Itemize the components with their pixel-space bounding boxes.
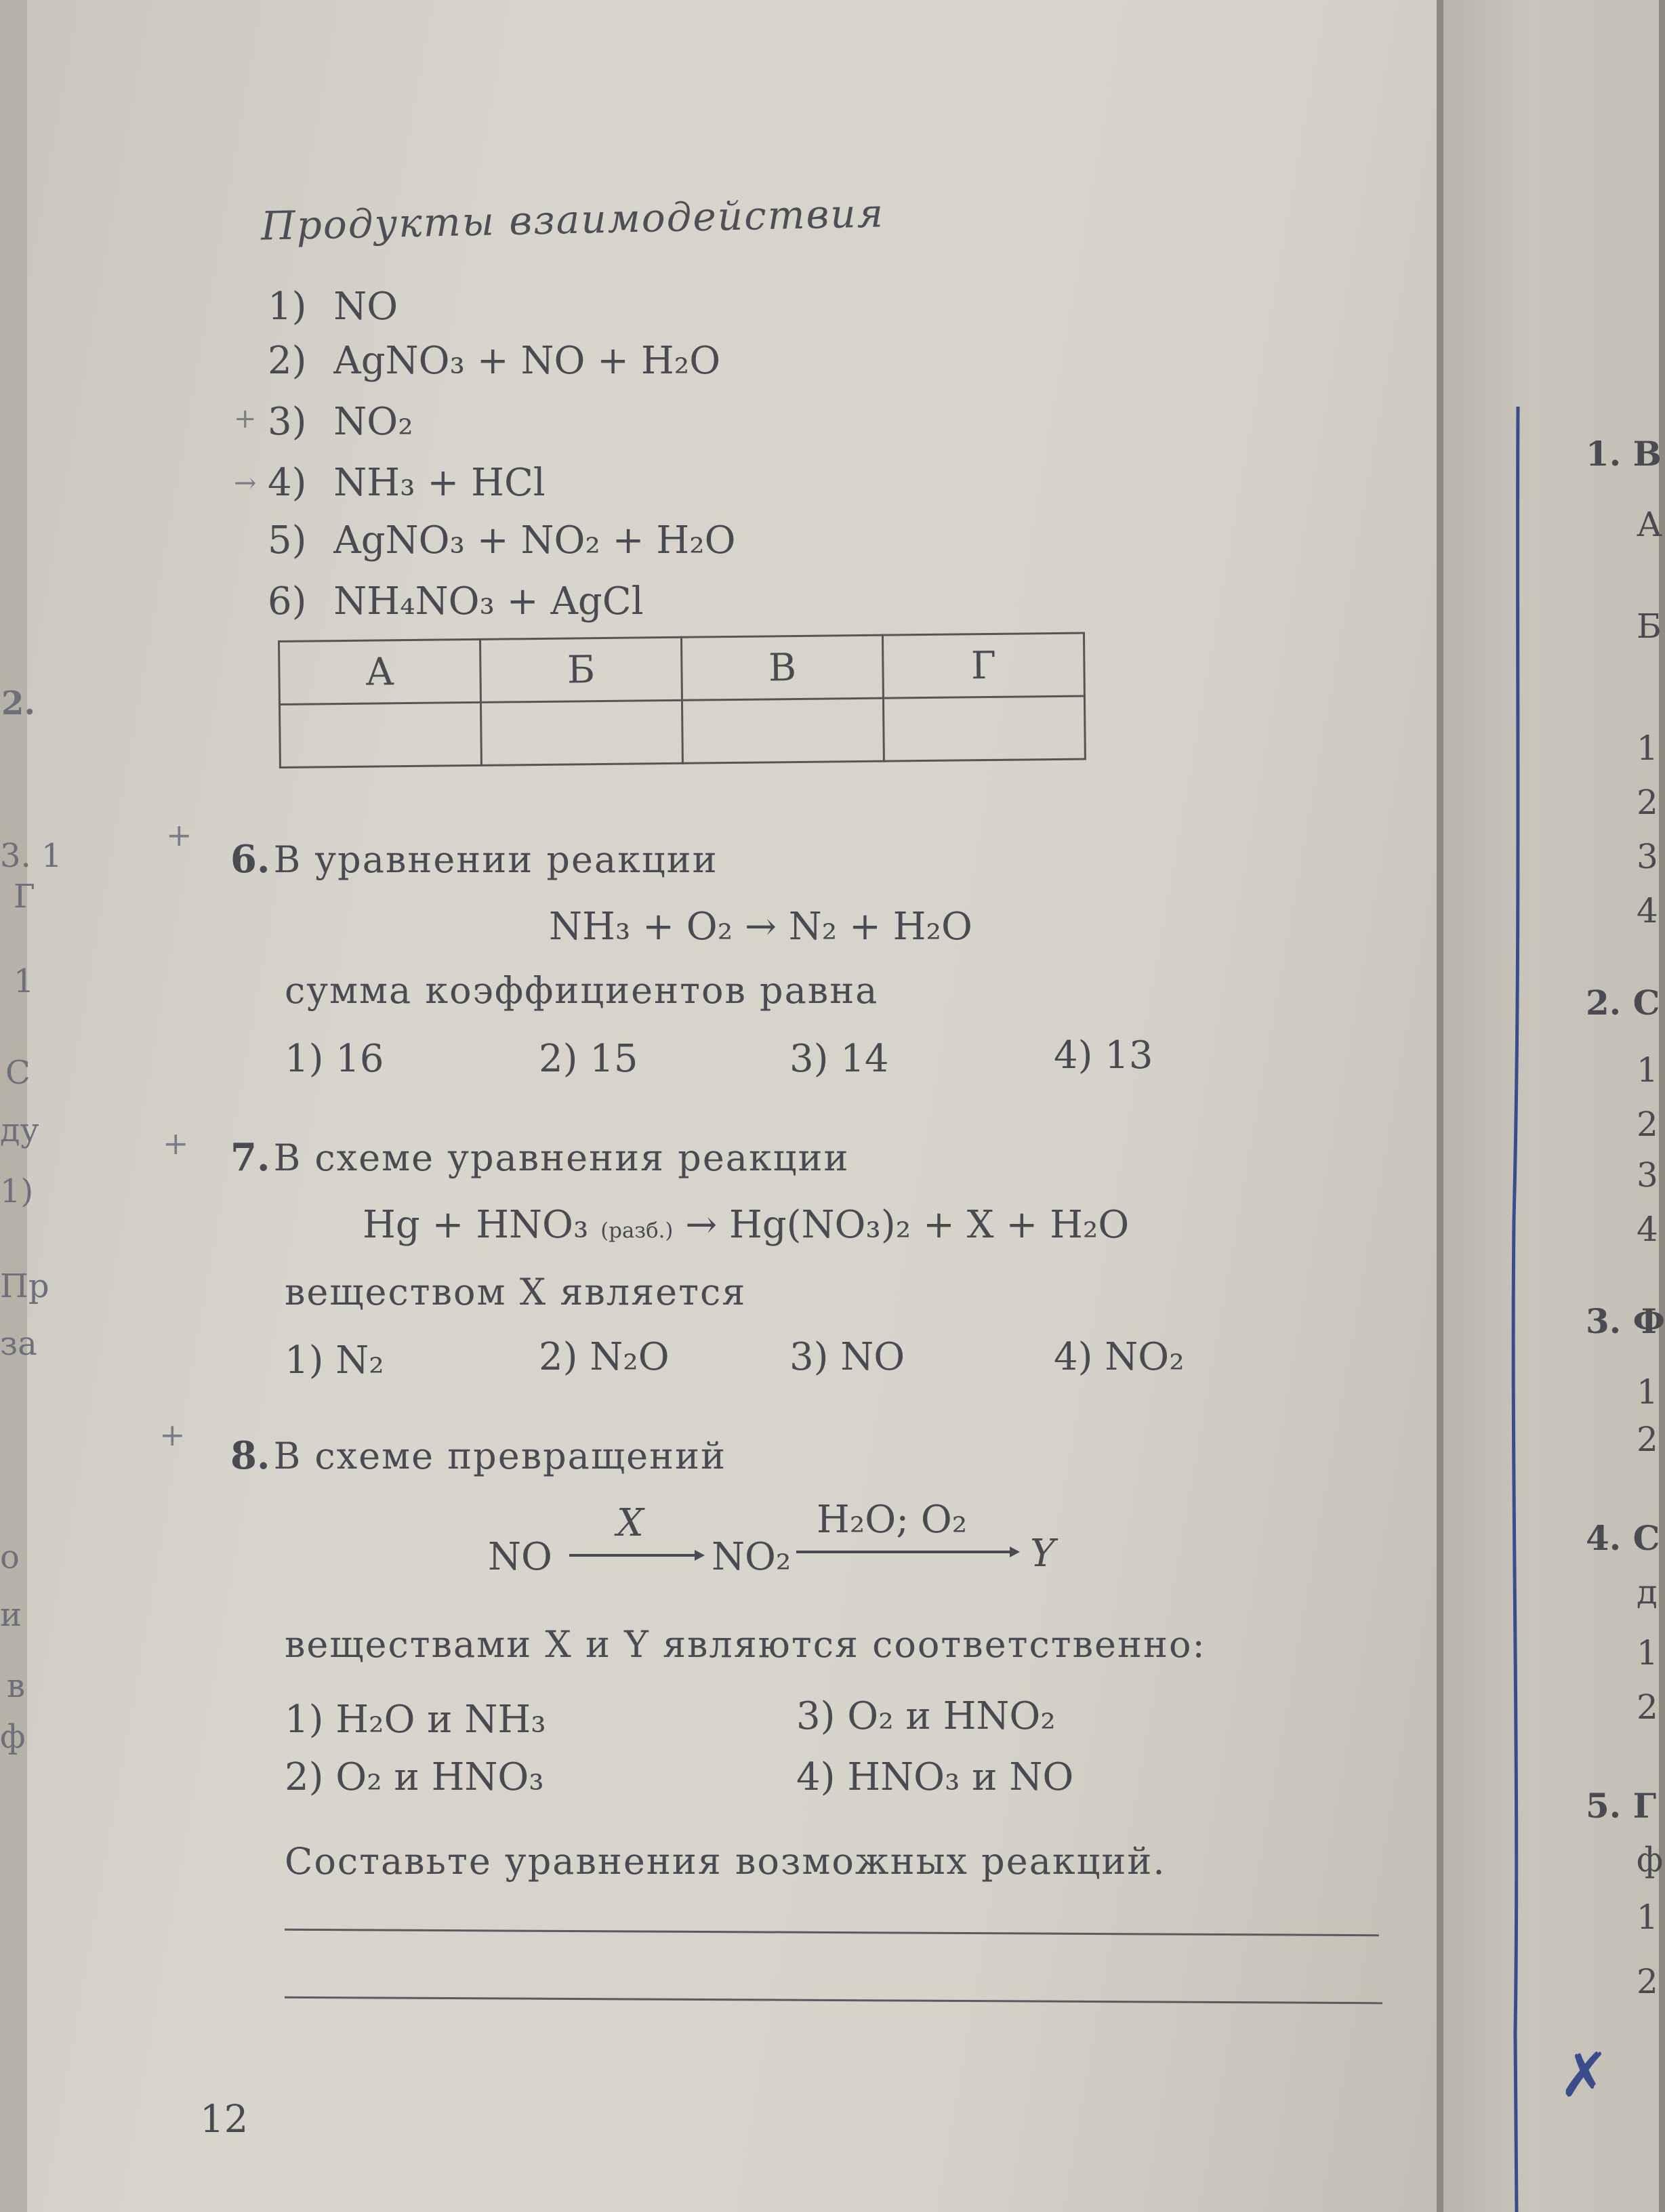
- table-header: В: [681, 635, 883, 700]
- question-number: 7.: [230, 1135, 270, 1180]
- list-item: [268, 285, 398, 329]
- right-fragment: 2. С: [1586, 983, 1660, 1023]
- question-number: 8.: [230, 1433, 270, 1478]
- q8-option: 3) O₂ и HNO₂: [796, 1694, 1056, 1738]
- question-text: В схеме уравнения реакции: [273, 1136, 850, 1179]
- question-text: В уравнении реакции: [273, 838, 718, 881]
- left-fragment: в: [7, 1667, 26, 1705]
- answer-cell[interactable]: [883, 696, 1085, 761]
- answer-table: [278, 632, 1086, 769]
- q7-prompt: веществом X является: [285, 1271, 747, 1313]
- scheme-start: NO: [488, 1535, 552, 1579]
- right-fragment: 2: [1637, 1420, 1658, 1459]
- section-heading: Продукты взаимодействия: [260, 190, 885, 249]
- left-fragment: 2.: [1, 684, 36, 722]
- left-fragment: ду: [0, 1111, 39, 1149]
- right-fragment: 2: [1637, 1105, 1658, 1144]
- item-text: NO₂: [333, 400, 413, 444]
- left-fragment: 1): [0, 1172, 34, 1210]
- q8-prompt: веществами X и Y являются соответственно:: [285, 1623, 1206, 1666]
- q6-equation: NH₃ + O₂ → N₂ + H₂O: [549, 905, 972, 949]
- item-number: 1): [268, 285, 307, 329]
- left-fragment: за: [0, 1325, 37, 1363]
- right-fragment: 2: [1637, 783, 1658, 822]
- q7-equation: [363, 1203, 1129, 1247]
- right-fragment: д: [1637, 1572, 1658, 1612]
- right-fragment: 3: [1637, 837, 1658, 876]
- answer-cell[interactable]: [682, 698, 884, 763]
- left-fragment: 1: [14, 962, 35, 1000]
- right-fragment: 2: [1637, 1687, 1658, 1727]
- right-fragment: А: [1637, 505, 1662, 544]
- q6-option: 1) 16: [285, 1037, 384, 1081]
- right-fragment: 4. С: [1586, 1518, 1660, 1558]
- item-text: AgNO₃ + NO₂ + H₂O: [333, 518, 736, 562]
- item-text: NO: [333, 285, 398, 329]
- right-fragment: ф: [1637, 1840, 1664, 1879]
- pencil-mark: +: [166, 817, 192, 853]
- q8-option: 2) O₂ и HNO₃: [285, 1755, 544, 1799]
- list-item: [268, 518, 736, 562]
- table-header: А: [279, 639, 481, 704]
- list-item: [268, 400, 413, 444]
- q7-option: 1) N₂: [285, 1338, 384, 1382]
- previous-page-edge: [0, 0, 27, 2212]
- item-text: NH₄NO₃ + AgCl: [333, 579, 644, 623]
- q7-option: 3) NO: [789, 1335, 905, 1379]
- right-fragment: Б: [1637, 607, 1662, 646]
- q7-option: 2) N₂O: [539, 1335, 670, 1379]
- right-fragment: 4: [1637, 891, 1658, 930]
- equation-right: → Hg(NO₃)₂ + X + H₂O: [685, 1203, 1130, 1247]
- item-number: 6): [268, 579, 307, 623]
- next-page: [1443, 0, 1659, 2212]
- item-text: AgNO₃ + NO + H₂O: [333, 339, 721, 383]
- arrow-right-icon: [796, 1542, 1020, 1562]
- item-number: 3): [268, 400, 307, 444]
- question-6-header: [230, 837, 718, 882]
- question-text: В схеме превращений: [273, 1435, 727, 1477]
- right-fragment: 2: [1637, 1962, 1658, 2001]
- table-header: Б: [480, 637, 682, 702]
- right-fragment: 5. Г: [1586, 1786, 1657, 1826]
- q8-option: 4) HNO₃ и NO: [796, 1755, 1074, 1799]
- left-fragment: о: [0, 1538, 20, 1576]
- list-item: [268, 339, 720, 383]
- item-number: 5): [268, 518, 307, 562]
- answer-cell[interactable]: [480, 700, 682, 765]
- item-number: 2): [268, 339, 307, 383]
- q6-prompt: сумма коэффициентов равна: [285, 969, 879, 1012]
- equation-left: Hg + HNO₃: [363, 1203, 589, 1247]
- right-fragment: 1: [1637, 1898, 1658, 1937]
- pen-cross-mark: ✗: [1559, 2040, 1610, 2111]
- list-item: [268, 461, 546, 505]
- scheme-middle: NO₂: [712, 1535, 792, 1579]
- pencil-mark: +: [234, 403, 257, 434]
- right-fragment: 3. Ф: [1586, 1301, 1665, 1341]
- left-fragment: Г: [14, 878, 35, 916]
- equation-note: (разб.): [600, 1218, 674, 1243]
- question-7-header: [230, 1135, 849, 1180]
- q8-option: 1) H₂O и NH₃: [285, 1698, 546, 1742]
- scheme-arrow1-label: X: [617, 1501, 644, 1545]
- pencil-mark: →: [234, 468, 257, 499]
- right-fragment: 1. В: [1586, 434, 1662, 474]
- question-8-header: [230, 1433, 726, 1478]
- item-number: 4): [268, 461, 307, 505]
- arrow-right-icon: [569, 1545, 705, 1565]
- left-fragment: 3. 1: [0, 837, 62, 875]
- pencil-mark: +: [163, 1125, 189, 1162]
- left-fragment: С: [5, 1054, 30, 1092]
- right-fragment: 1: [1637, 1050, 1658, 1090]
- right-fragment: 1: [1637, 1372, 1658, 1412]
- q6-option: 4) 13: [1054, 1033, 1153, 1078]
- q6-option: 2) 15: [539, 1037, 638, 1081]
- q6-option: 3) 14: [789, 1037, 889, 1081]
- q7-option: 4) NO₂: [1054, 1335, 1185, 1379]
- question-number: 6.: [230, 837, 270, 882]
- left-fragment: и: [0, 1596, 22, 1634]
- table-header: Г: [882, 633, 1084, 698]
- right-fragment: 3: [1637, 1155, 1658, 1195]
- pen-margin-line: [1498, 407, 1538, 2212]
- left-fragment: Пр: [0, 1267, 49, 1305]
- q8-task: Составьте уравнения возможных реакций.: [285, 1840, 1166, 1883]
- item-text: NH₃ + HCl: [333, 461, 546, 505]
- pencil-mark: +: [159, 1416, 186, 1453]
- scheme-end: Y: [1030, 1532, 1055, 1576]
- scheme-arrow2-label: H₂O; O₂: [817, 1498, 968, 1542]
- right-fragment: 1: [1637, 729, 1658, 768]
- page-number: 12: [200, 2097, 249, 2142]
- list-item: [268, 579, 644, 623]
- right-fragment: 1: [1637, 1633, 1658, 1673]
- answer-cell[interactable]: [279, 702, 481, 767]
- left-fragment: ф: [0, 1718, 26, 1756]
- right-fragment: 4: [1637, 1210, 1658, 1249]
